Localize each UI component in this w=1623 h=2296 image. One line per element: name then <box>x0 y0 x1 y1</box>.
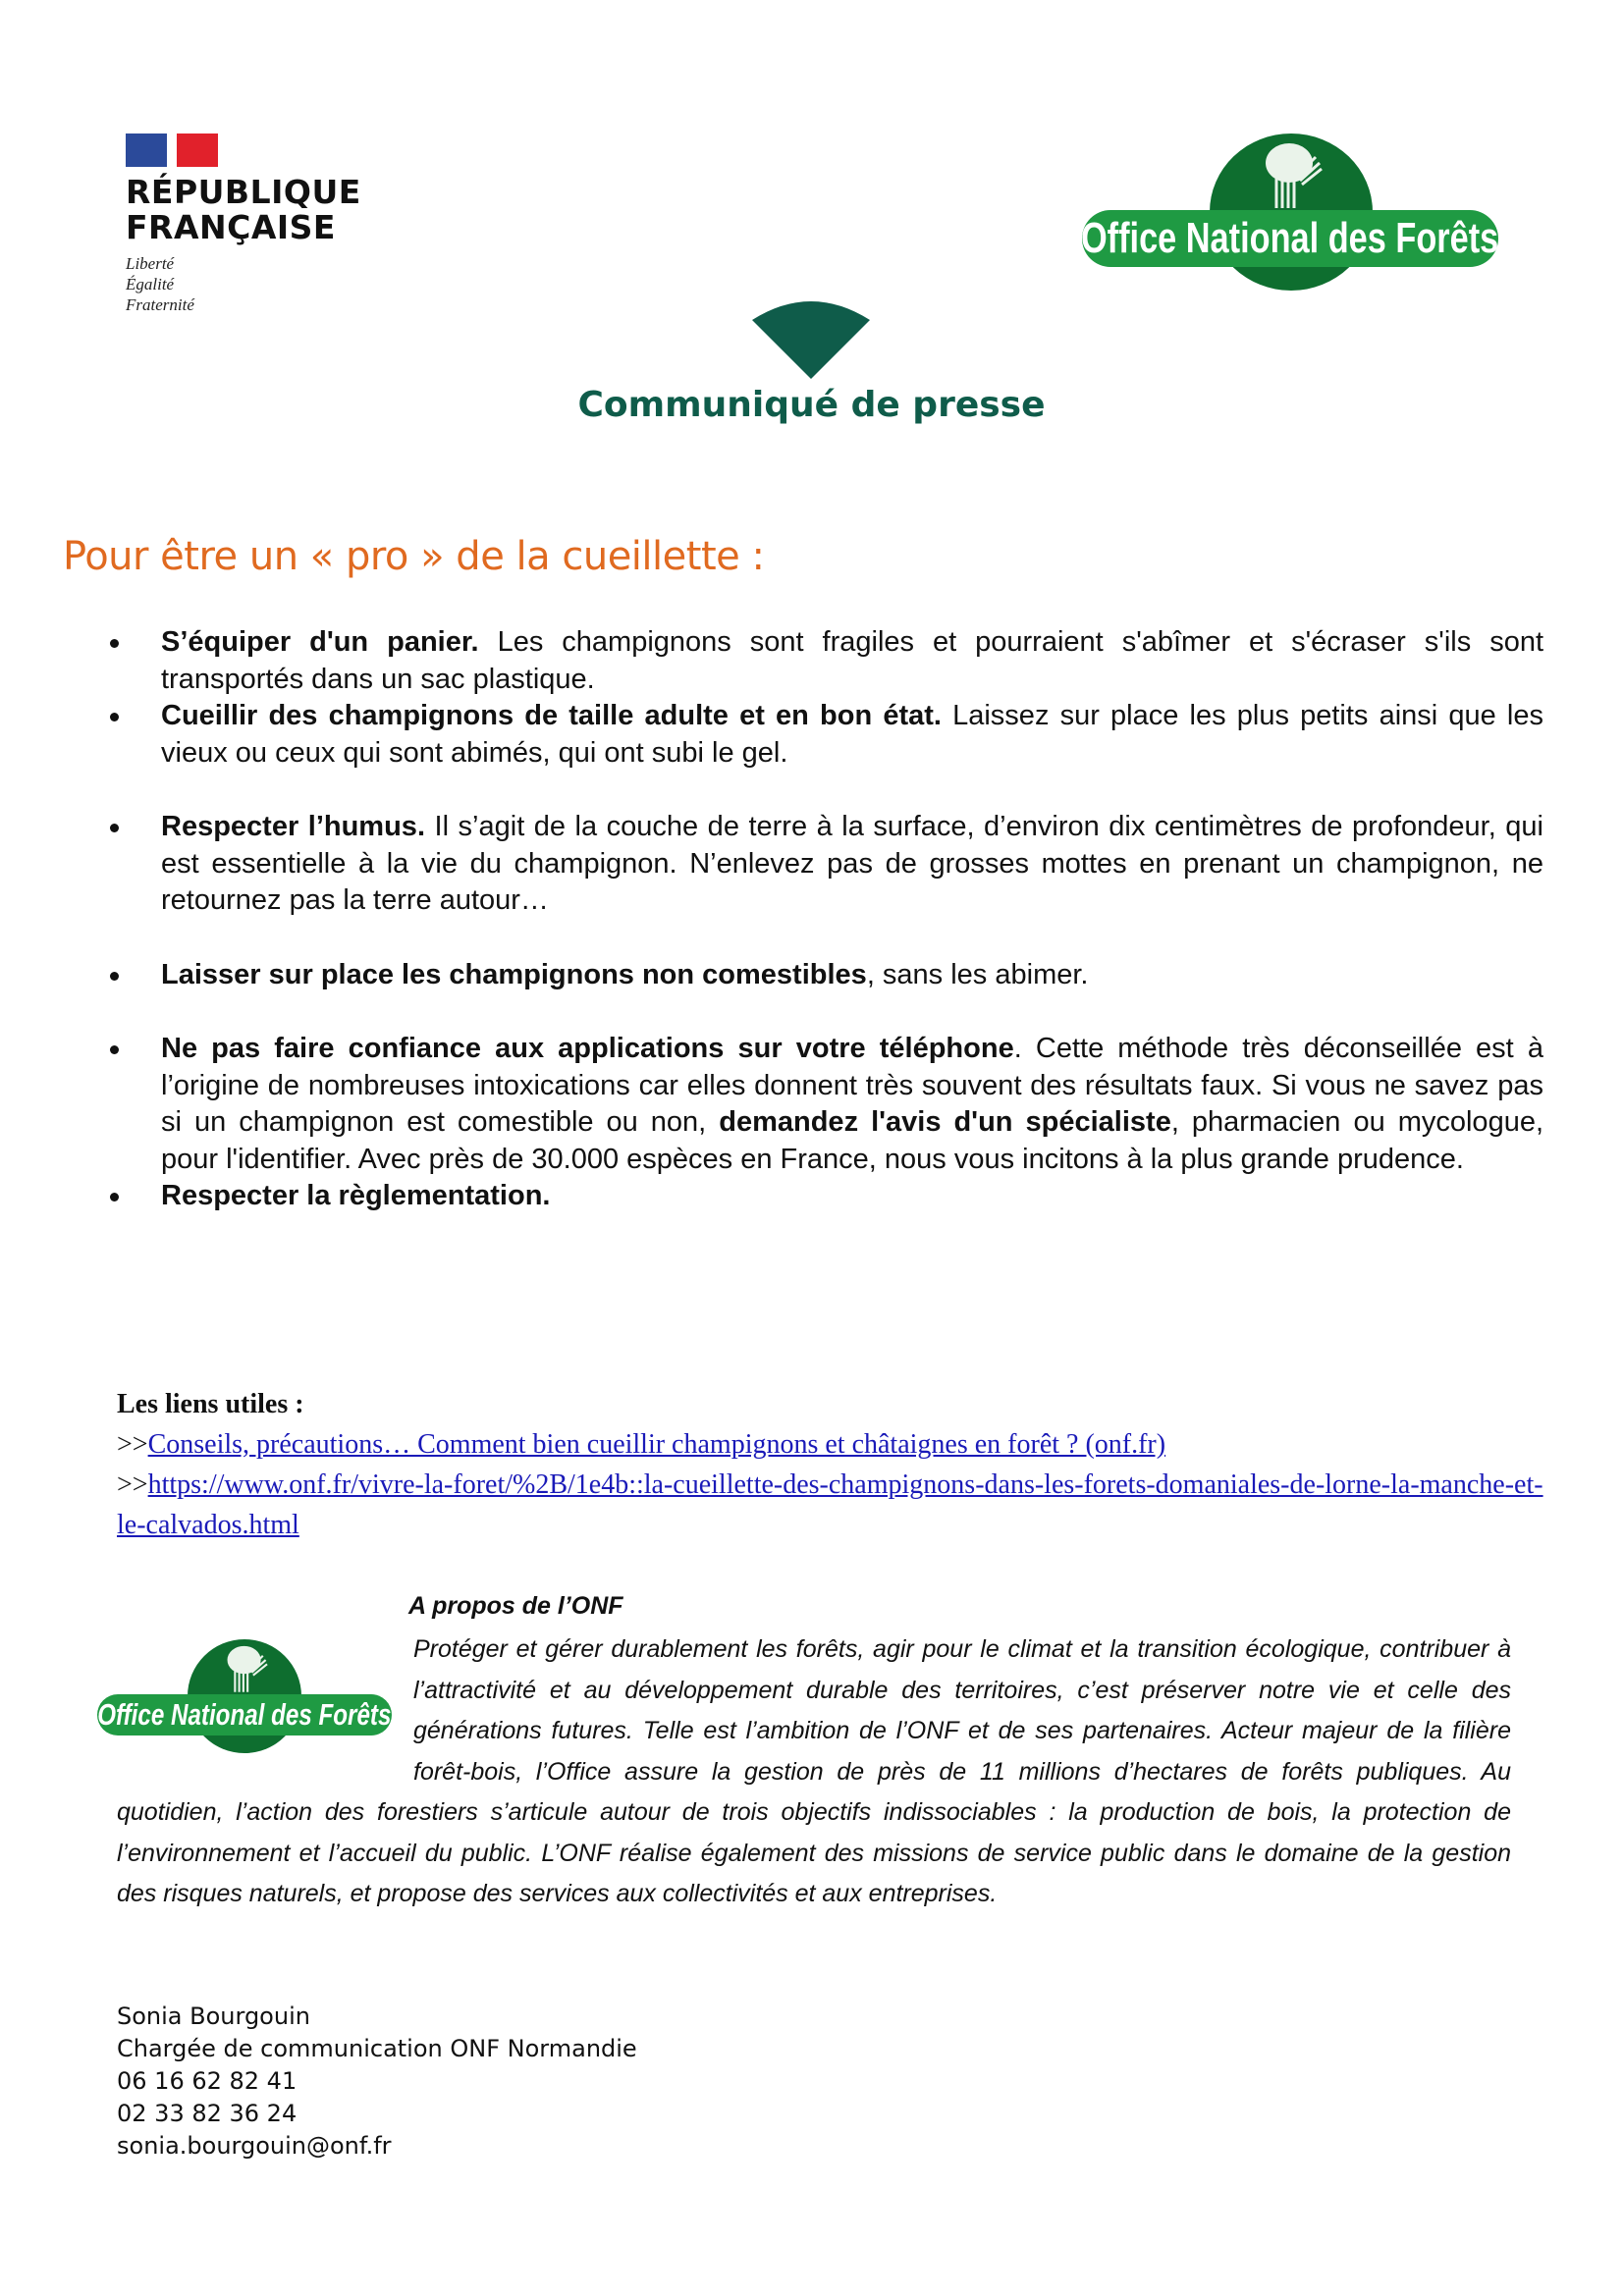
press-contact <box>117 2001 637 2163</box>
rf-motto: Liberté Égalité Fraternité <box>126 254 194 314</box>
list-item: Laisser sur place les champignons non comestibles, sans les abimer. <box>110 957 1543 994</box>
section-title: Pour être un « pro » de la cueillette : <box>63 534 765 579</box>
list-item: Respecter la règlementation. <box>110 1178 1543 1215</box>
contact-name: Sonia Bourgouin <box>117 2002 310 2030</box>
list-item: Cueillir des champignons de taille adulte et en bon état. Laissez sur place les plus petits ainsi que les vieux ou ceux qui sont abimés, qui ont subi le gel. <box>110 698 1543 772</box>
links-title: Les liens utiles : <box>117 1389 304 1419</box>
onf-logo-small: Office National des Forêts <box>97 1639 392 1753</box>
list-item: S’équiper d'un panier. Les champignons sont fragiles et pourraient s'abîmer et s'écraser s'ils sont transportés dans un sac plastique. <box>110 624 1543 698</box>
tree-icon <box>221 1643 270 1696</box>
contact-phone-mobile: 06 16 62 82 41 <box>117 2067 298 2095</box>
rf-name: RÉPUBLIQUE FRANÇAISE <box>126 173 361 246</box>
list-item: Respecter l’humus. Il s’agit de la couche de terre à la surface, d’environ dix centimètres de profondeur, qui est essentielle à la vie du champignon. N’enlevez pas de grosses mottes en prenant un champignon, ne retournez pas la terre autour… <box>110 809 1543 920</box>
about-body: Office National des Forêts Protéger et gérer durablement les forêts, agir pour le climat et la transition écologique, contribuer à l’attractivité et au développement durable des territoires, c’est préserver notre vie et celle des générations futures. Telle est l’ambition de l’ONF et de ses partenaires. Acteur majeur de la filière forêt-bois, l’Office assure la gestion de près de 11 millions d’hectares de forêts publiques. Au quotidien, l’action des forestiers s’articule autour de trois objectifs indissociables : la production de bois, la protection de l’environnement et l’accueil du public. L’ONF réalise également des missions de service public dans le domaine de la gestion des risques naturels, et propose des services aux collectivités et aux entreprises. <box>117 1629 1511 1915</box>
list-item: Ne pas faire confiance aux applications sur votre téléphone. Cette méthode très déconseillée est à l’origine de nombreuses intoxications car elles donnent très souvent des résultats faux. Si vous ne savez pas si un champignon est comestible ou non, demandez l'avis d'un spécialiste, pharmacien ou mycologue, pour l'identifier. Avec près de 30.000 espèces en France, nous vous incitons à la plus grande prudence. <box>110 1031 1543 1178</box>
onf-logo-small-wrap <box>97 1629 413 1792</box>
contact-email[interactable]: sonia.bourgouin@onf.fr <box>117 2132 392 2160</box>
useful-links <box>117 1384 1550 1545</box>
link-row: >>Conseils, précautions… Comment bien cueillir champignons et châtaignes en forêt ? (onf.fr) <box>117 1429 1166 1460</box>
marianne-flag-icon <box>126 133 218 167</box>
contact-phone-office: 02 33 82 36 24 <box>117 2100 298 2127</box>
onf-logo: Office National des Forêts <box>1082 133 1498 291</box>
document-type-title: Communiqué de presse <box>577 385 1046 425</box>
link-cueillette-normandie[interactable]: https://www.onf.fr/vivre-la-foret/%2B/1e4b::la-cueillette-des-champignons-dans-les-forets-domaniales-de-lorne-la-manche-et-le-calvados.html <box>117 1469 1543 1540</box>
republique-francaise-logo <box>126 133 361 315</box>
link-row: >>https://www.onf.fr/vivre-la-foret/%2B/1e4b::la-cueillette-des-champignons-dans-les-forets-domaniales-de-lorne-la-manche-et-le-calvados.html <box>117 1469 1543 1540</box>
about-title: A propos de l’ONF <box>408 1592 623 1620</box>
tree-icon <box>1257 139 1325 214</box>
contact-role: Chargée de communication ONF Normandie <box>117 2035 637 2062</box>
fan-shape-icon <box>752 296 870 379</box>
tips-list <box>110 624 1543 1215</box>
link-conseils[interactable]: Conseils, précautions… Comment bien cueillir champignons et châtaignes en forêt ? (onf.fr) <box>147 1429 1166 1460</box>
